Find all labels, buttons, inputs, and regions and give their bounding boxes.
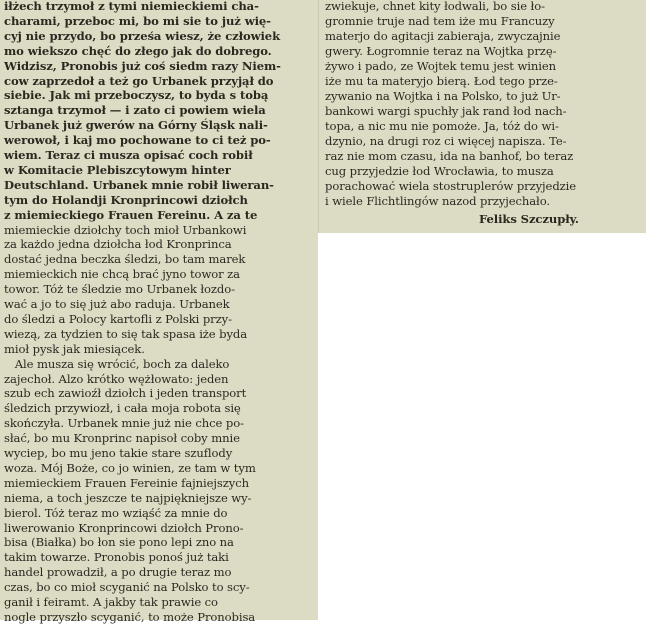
text-line: materjo do agitacji zabieraja, zwyczajnie: [325, 29, 561, 43]
text-line: mioł pysk jak miesiącek.: [4, 341, 145, 356]
text-line: śledzich przywiozł, i cała moja robota się: [4, 401, 241, 416]
text-line: miemieckich nie chcą brać jyno towor za: [4, 267, 240, 282]
text-line: nogle przyszło scyganić, to może Pronobisa: [4, 609, 256, 624]
text-line: Deutschland. Urbanek mnie robił liweran-: [4, 177, 274, 192]
text-line: liwerowanio Kronprincowi dziołch Prono-: [4, 520, 244, 535]
text-line: wiem. Teraz ci musza opisać coch robił: [4, 148, 253, 162]
text-line: porachować wiela stostruplerów przyjedzie: [325, 179, 577, 193]
text-line: handel prowadził, a po drugie teraz mo: [4, 565, 232, 580]
text-line: z miemieckiego Frauen Fereinu. A za te: [4, 207, 258, 222]
text-line: Urbanek już gwerów na Górny Śląsk nali-: [4, 118, 268, 133]
text-line: słać, bo mu Kronprinc napisoł coby mnie: [4, 431, 240, 446]
text-line: towor. Tóż te śledzie mo Urbanek łozdo-: [4, 282, 235, 297]
text-line: bisa (Białka) bo łon sie pono lepi zno na: [4, 535, 234, 550]
text-line: w Komitacie Plebiszcytowym hinter: [4, 162, 231, 177]
article-right-column: [318, 0, 646, 233]
text-line: skończyła. Urbanek mnie już nie chce po-: [4, 416, 244, 431]
text-line: wiezą, za tydzien to się tak spasa iże byda: [4, 326, 248, 341]
text-line: miemieckie dziołchy toch mioł Urbankowi: [4, 222, 247, 237]
text-line: Widzisz, Pronobis już coś siedm razy Niem-: [4, 58, 281, 73]
text-line: gromnie truje nad tem iże mu Francuzy: [325, 14, 555, 28]
text-line: do śledzi a Polocy kartofli z Polski przy-: [4, 311, 232, 326]
text-line: bankowi wargi spuchły jak rand łod nach-: [325, 104, 567, 118]
article-left-column: [0, 0, 318, 624]
text-line: za każdo jedna dziołcha łod Kronprinca: [4, 237, 232, 252]
text-line: miemieckiem Frauen Fereinie fajniejszych: [4, 475, 249, 490]
text-line: mo wiekszo chęć do złego jak do dobrego.: [4, 43, 272, 58]
text-line: dzynio, na drugi roz ci więcej napisza. Te-: [325, 134, 567, 148]
text-line: cug przyjedzie łod Wrocławia, to musza: [325, 164, 554, 178]
text-line: cyj nie przydo, bo prześa wiesz, że człowiek: [4, 28, 281, 43]
text-line: gwery. Łogromnie teraz na Wojtka przę-: [325, 44, 557, 58]
text-line: i wiele Flichtlingów nazod przyjechało.: [325, 194, 550, 208]
text-line: wać a jo to się już abo raduja. Urbanek: [4, 297, 230, 311]
author-signature: Feliks Szczupły.: [479, 212, 579, 226]
text-line: czas, bo co mioł scyganić na Polsko to scy-: [4, 580, 250, 595]
text-line: cow zaprzedoł a też go Urbanek przyjął do: [4, 73, 274, 88]
text-line: dostać jedna beczka śledzi, bo tam marek: [4, 252, 246, 267]
text-line: wyciep, bo mu jeno takie stare szuflody: [4, 446, 233, 460]
text-line: ganił i feiramt. A jakby tak prawie co: [4, 595, 218, 609]
text-line: sztanga trzymoł — i zato ci powiem wiela: [4, 103, 266, 118]
text-line: tym do Holandji Kronprincowi dziołch: [4, 192, 248, 207]
text-line: szub ech zawioźł dziołch i jeden transport: [4, 386, 247, 401]
text-line: Ale musza się wrócić, boch za daleko: [4, 356, 230, 371]
text-line: topa, a nic mu nie pomoże. Ja, tóż do wi-: [325, 119, 559, 133]
text-line: żywo i pado, ze Wojtek temu jest winien: [325, 59, 556, 73]
text-line: werowoł, i kaj mo pochowane to ci też po-: [4, 133, 271, 148]
text-line: zwiekuje, chnet kity łodwali, bo sie ło-: [325, 0, 545, 13]
text-line: zajechoł. Alzo krótko wężłowato: jeden: [4, 371, 229, 386]
text-line: takim towarze. Pronobis ponoś już taki: [4, 550, 229, 565]
text-line: iłżech trzymoł z tymi niemieckiemi cha-: [4, 0, 259, 13]
text-line: woza. Mój Boże, co jo winien, ze tam w tym: [4, 460, 256, 475]
text-line: siebie. Jak mi przeboczysz, to byda s tobą: [4, 88, 269, 103]
text-line: raz nie mom czasu, ida na banhof, bo teraz: [325, 149, 574, 163]
text-line: zywanio na Wojtka i na Polsko, to już Ur-: [325, 89, 561, 103]
text-line: iże mu ta materyjo bierą. Łod tego prze-: [325, 74, 558, 88]
text-line: bierol. Tóż teraz mo wziąść za mnie do: [4, 505, 228, 520]
text-line: niema, a toch jeszcze te najpiękniejsze wy-: [4, 490, 252, 505]
text-line: charami, przeboc mi, bo mi sie to już wię-: [4, 13, 271, 28]
